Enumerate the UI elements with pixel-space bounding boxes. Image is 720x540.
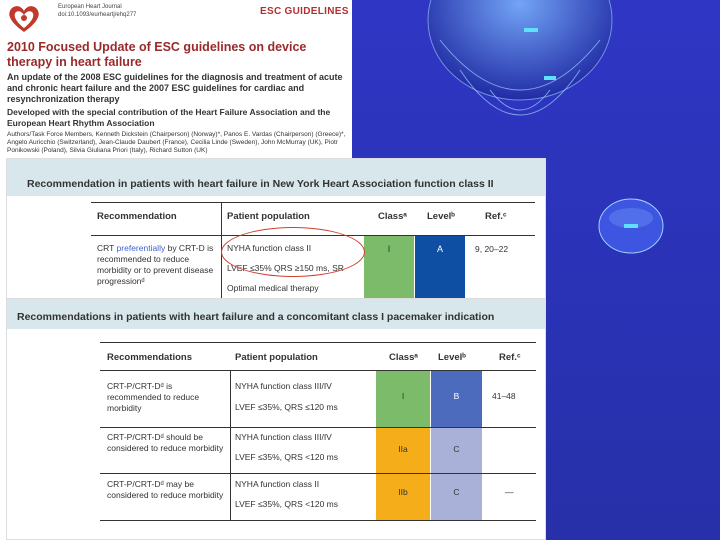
row-3-ref: — [505,487,514,497]
col-header-population: Patient population [235,352,318,363]
table-rule-top [91,202,535,203]
table-pacemaker-indication [6,298,546,540]
col-header-level: Levelᵇ [427,211,456,222]
level-value: A [436,244,443,254]
journal-doi: doi:10.1093/eurheartj/ehq277 [58,12,137,18]
col-header-class: Classᵃ [378,211,407,222]
col-header-level: Levelᵇ [438,352,467,363]
population-line-3: Optimal medical therapy [227,283,319,293]
row-2-class: IIa [398,444,408,454]
rec-rest: is recommended to reduce morbidity or to prevent disease progressionᵈ [97,243,214,286]
col-header-population: Patient population [227,211,310,222]
highlight-circle [221,227,365,277]
small-globe-icon [596,196,666,256]
rec-highlight: preferentially [116,243,166,253]
table-rule-top [100,342,536,343]
row-1-population-1: NYHA function class III/IV [235,381,332,391]
section-label: ESC GUIDELINES [260,6,349,17]
paper-subtitle: An update of the 2008 ESC guidelines for the diagnosis and treatment of acute and chronic heart failure and the 2007 ESC guidelines for cardiac and resynchronization therapy [7,72,343,104]
developed-note: Developed with the special contribution of the Heart Failure Association and the European Heart Rhythm Association [7,107,331,128]
row-3-population-1: NYHA function class II [235,479,320,489]
column-divider [230,370,231,520]
row-3-level: C [453,487,460,497]
col-header-recommendation: Recommendation [97,211,177,222]
table-header-band [7,159,545,196]
row-1-level: B [453,391,460,401]
row-1-population-2: LVEF ≤35%, QRS ≤120 ms [235,402,338,412]
class-value: I [387,244,391,254]
table-title: Recommendations in patients with heart failure and a concomitant class I pacemaker indication [17,311,495,323]
population-line-2: LVEF ≤35% QRS ≥150 ms, SR [227,263,344,273]
col-header-class: Classᵃ [389,352,418,363]
col-header-recommendations: Recommendations [107,352,192,363]
table-title: Recommendation in patients with heart failure in New York Heart Association function class II [27,178,494,190]
rec-suffix: by CRT-D [167,243,205,253]
row-1-class: I [401,391,405,401]
table-rule-bottom [100,520,536,521]
recommendation-text [97,243,219,287]
rec-prefix: CRT [97,243,115,253]
row-2-population-2: LVEF ≤35%, QRS <120 ms [235,452,339,462]
col-header-ref: Ref.ᶜ [499,352,521,363]
journal-name: European Heart Journal [58,4,122,10]
esc-logo-icon [4,2,44,36]
row-3-population-2: LVEF ≤35%, QRS <120 ms [235,499,339,509]
globe-decoration-icon [420,0,620,150]
row-1-recommendation: CRT-P/CRT-Dᵈ is recommended to reduce morbidity [107,381,200,413]
paper-header [0,0,352,158]
ref-value: 9, 20–22 [475,244,509,254]
row-3-class: IIb [398,487,408,497]
row-2-population-1: NYHA function class III/IV [235,432,332,442]
table-nyha-class-ii [6,158,546,300]
row-3-recommendation: CRT-P/CRT-Dᵈ may be considered to reduce morbidity [107,479,224,500]
population-line-1: NYHA function class II [227,243,312,253]
row-2-level: C [453,444,460,454]
table-header-band [7,299,545,329]
author-list: Authors/Task Force Members, Kenneth Dickstein (Chairperson) (Norway)*, Panos E. Vardas (Chairperson) (Greece)*, Angelo Auricchio (Switzerland), Jean-Claude Daubert (France), Cecilia Linde (Sweden), John McMurray (UK), Piotr Ponikowski (Poland), Silvia Giuliana Priori (Italy), Richard Sutton (UK) [7,131,346,154]
row-1-ref: 41–48 [492,391,516,401]
col-header-ref: Ref.ᶜ [485,211,507,222]
paper-title: 2010 Focused Update of ESC guidelines on device therapy in heart failure [7,40,307,69]
row-2-recommendation: CRT-P/CRT-Dᵈ should be considered to reduce morbidity [107,432,224,453]
